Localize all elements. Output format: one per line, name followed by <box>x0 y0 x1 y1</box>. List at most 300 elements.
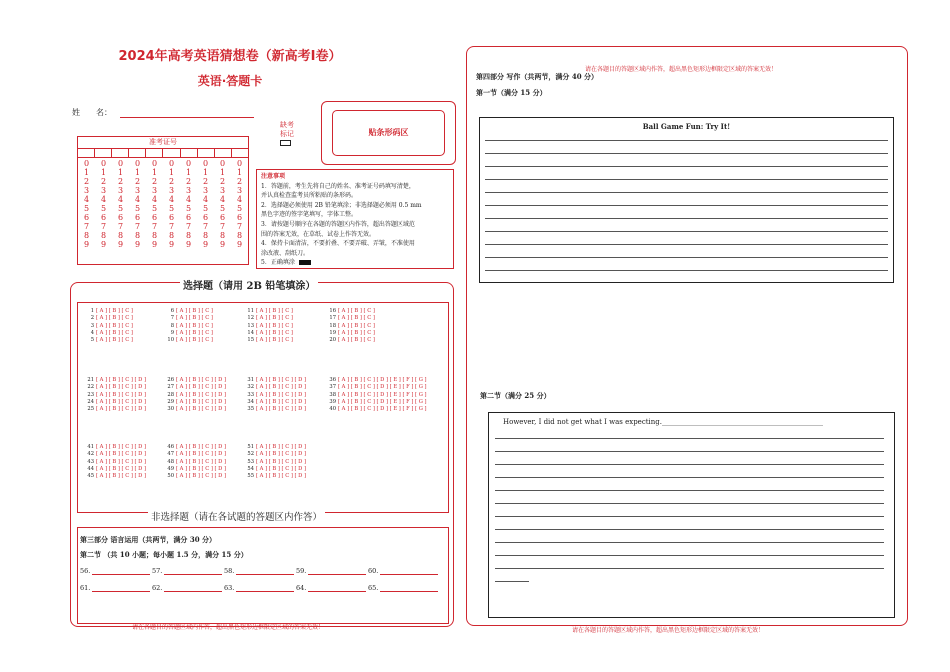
answer-options[interactable]: [ A ] [ B ] [ C ] [ D ] [ E ] [ F ] [ G ] <box>338 406 427 413</box>
ticket-digit[interactable]: 4 <box>185 195 192 204</box>
answer-options[interactable]: [ A ] [ B ] [ C ] [ D ] <box>256 473 307 480</box>
question-number: 40 <box>329 406 336 413</box>
answer-options[interactable]: [ A ] [ B ] [ C ] <box>338 337 375 344</box>
question-number: 18 <box>329 322 336 329</box>
writing-line[interactable] <box>495 438 884 439</box>
ticket-digit[interactable]: 9 <box>117 240 124 249</box>
writing-line[interactable] <box>485 179 888 180</box>
ticket-digit[interactable]: 6 <box>236 213 243 222</box>
answer-options[interactable]: [ A ] [ B ] [ C ] [ D ] <box>256 465 307 472</box>
essay1-box[interactable] <box>479 117 894 283</box>
answer-options[interactable]: [ A ] [ B ] [ C ] [ D ] <box>96 451 147 458</box>
writing-line[interactable] <box>485 192 888 193</box>
question-row[interactable] <box>164 330 213 337</box>
writing-line[interactable] <box>495 555 884 556</box>
writing-line[interactable] <box>495 477 884 478</box>
writing-line[interactable] <box>485 166 888 167</box>
ticket-digit[interactable]: 1 <box>202 168 209 177</box>
ticket-digit[interactable]: 9 <box>202 240 209 249</box>
question-row[interactable] <box>244 308 293 315</box>
ticket-digit[interactable]: 8 <box>236 231 243 240</box>
question-row[interactable] <box>326 323 375 330</box>
ticket-digit[interactable]: 3 <box>134 186 141 195</box>
answer-options[interactable]: [ A ] [ B ] [ C ] <box>256 308 293 314</box>
ticket-digit[interactable]: 8 <box>168 231 175 240</box>
answer-options[interactable]: [ A ] [ B ] [ C ] [ D ] <box>96 406 147 413</box>
question-number: 4 <box>90 329 94 336</box>
answer-options[interactable]: [ A ] [ B ] [ C ] [ D ] <box>176 406 227 413</box>
question-row[interactable] <box>84 473 146 480</box>
question-number: 22 <box>87 384 94 391</box>
ticket-digit[interactable]: 3 <box>83 186 90 195</box>
ticket-digit[interactable]: 6 <box>168 213 175 222</box>
ticket-digit[interactable]: 3 <box>100 186 107 195</box>
ticket-digit[interactable]: 7 <box>83 222 90 231</box>
ticket-digit[interactable]: 3 <box>151 186 158 195</box>
ticket-digit[interactable]: 1 <box>151 168 158 177</box>
notice-title: 注意事项 <box>261 173 286 180</box>
question-number: 44 <box>87 465 94 472</box>
boundary-warning: 请在各题目的答题区域内作答，超出黑色矩形边框限定区域的答案无效！ <box>132 624 325 631</box>
ticket-digit[interactable]: 5 <box>168 204 175 213</box>
ticket-digit[interactable]: 2 <box>185 177 192 186</box>
ticket-digit[interactable]: 6 <box>202 213 209 222</box>
blank-item[interactable]: 58. <box>224 567 296 575</box>
ticket-digit[interactable]: 8 <box>219 231 226 240</box>
question-row[interactable] <box>326 399 427 406</box>
ticket-digit[interactable]: 5 <box>134 204 141 213</box>
blank-item[interactable]: 60. <box>368 567 440 575</box>
ticket-digit[interactable]: 5 <box>185 204 192 213</box>
question-number: 39 <box>329 398 336 405</box>
ticket-digit[interactable]: 4 <box>202 195 209 204</box>
ticket-digit-column[interactable] <box>146 158 163 249</box>
ticket-digit[interactable]: 9 <box>83 240 90 249</box>
answer-options[interactable]: [ A ] [ B ] [ C ] [ D ] <box>176 444 227 450</box>
question-row[interactable] <box>244 451 306 458</box>
ticket-digit[interactable]: 2 <box>168 177 175 186</box>
question-number: 49 <box>167 465 174 472</box>
ticket-digit[interactable]: 8 <box>134 231 141 240</box>
card-title: 2024年高考英语猜想卷（新高考Ⅰ卷） <box>118 49 342 64</box>
answer-options[interactable]: [ A ] [ B ] [ C ] [ D ] <box>256 458 307 465</box>
question-row[interactable] <box>244 315 293 322</box>
answer-options[interactable]: [ A ] [ B ] [ C ] [ D ] <box>256 444 307 450</box>
ticket-digit[interactable]: 7 <box>219 222 226 231</box>
answer-options[interactable]: [ A ] [ B ] [ C ] <box>96 337 133 344</box>
answer-options[interactable]: [ A ] [ B ] [ C ] [ D ] <box>96 391 147 398</box>
question-number: 9 <box>170 329 174 336</box>
ticket-digit[interactable]: 8 <box>117 231 124 240</box>
writing-line[interactable] <box>485 153 888 154</box>
question-row[interactable] <box>244 466 306 473</box>
answer-options[interactable]: [ A ] [ B ] [ C ] [ D ] <box>256 384 307 391</box>
ticket-digit[interactable]: 4 <box>151 195 158 204</box>
ticket-digit-column[interactable] <box>95 158 112 249</box>
answer-options[interactable]: [ A ] [ B ] [ C ] [ D ] <box>96 465 147 472</box>
question-row[interactable] <box>84 444 146 451</box>
ticket-digit[interactable]: 1 <box>134 168 141 177</box>
question-row[interactable] <box>84 459 146 466</box>
ticket-digit[interactable]: 6 <box>100 213 107 222</box>
ticket-digit[interactable]: 5 <box>219 204 226 213</box>
ticket-digit[interactable]: 6 <box>134 213 141 222</box>
question-row[interactable] <box>164 451 226 458</box>
answer-options[interactable]: [ A ] [ B ] [ C ] <box>338 315 375 322</box>
ticket-digit[interactable]: 6 <box>151 213 158 222</box>
question-number: 42 <box>87 451 94 458</box>
absent-checkbox[interactable] <box>280 140 291 146</box>
answer-options[interactable]: [ A ] [ B ] [ C ] [ D ] [ E ] [ F ] [ G ] <box>338 391 427 398</box>
ticket-write-row[interactable] <box>78 149 248 158</box>
ticket-digit[interactable]: 9 <box>185 240 192 249</box>
writing-line[interactable] <box>495 542 884 543</box>
question-row[interactable] <box>244 337 293 344</box>
ticket-digit[interactable]: 7 <box>185 222 192 231</box>
ticket-digit[interactable]: 0 <box>168 159 175 168</box>
answer-options[interactable]: [ A ] [ B ] [ C ] <box>176 322 213 329</box>
ticket-digit[interactable]: 0 <box>236 159 243 168</box>
answer-options[interactable]: [ A ] [ B ] [ C ] <box>256 329 293 336</box>
answer-options[interactable]: [ A ] [ B ] [ C ] [ D ] <box>256 451 307 458</box>
blank-item[interactable]: 57. <box>152 567 224 575</box>
question-row[interactable] <box>326 330 375 337</box>
answer-options[interactable]: [ A ] [ B ] [ C ] [ D ] <box>256 391 307 398</box>
ticket-digit[interactable]: 2 <box>202 177 209 186</box>
question-row[interactable] <box>164 466 226 473</box>
ticket-digit-column[interactable] <box>129 158 146 249</box>
blank-item[interactable]: 59. <box>296 567 368 575</box>
question-row[interactable] <box>244 392 306 399</box>
ticket-digit[interactable]: 0 <box>151 159 158 168</box>
notice-item: 并认真检查监考员所粘贴的条形码。 <box>261 192 358 200</box>
ticket-digit[interactable]: 6 <box>117 213 124 222</box>
question-number: 36 <box>329 377 336 383</box>
part4-section2: 第二节（满分 25 分） <box>480 391 551 400</box>
question-row[interactable] <box>244 406 306 413</box>
ticket-digit[interactable]: 1 <box>185 168 192 177</box>
answer-options[interactable]: [ A ] [ B ] [ C ] [ D ] <box>176 465 227 472</box>
answer-options[interactable]: [ A ] [ B ] [ C ] <box>338 308 375 314</box>
question-row[interactable] <box>164 308 213 315</box>
ticket-digit[interactable]: 4 <box>134 195 141 204</box>
ticket-digit[interactable]: 4 <box>168 195 175 204</box>
question-group <box>84 308 133 344</box>
ticket-digit[interactable]: 7 <box>117 222 124 231</box>
answer-options[interactable]: [ A ] [ B ] [ C ] <box>176 337 213 344</box>
blank-item[interactable]: 61. <box>80 584 152 592</box>
writing-line[interactable] <box>495 516 884 517</box>
ticket-digit[interactable]: 7 <box>202 222 209 231</box>
question-row[interactable] <box>326 377 427 384</box>
ticket-digit[interactable]: 3 <box>202 186 209 195</box>
answer-options[interactable]: [ A ] [ B ] [ C ] [ D ] [ E ] [ F ] [ G ] <box>338 377 427 383</box>
question-row[interactable] <box>84 392 146 399</box>
writing-line[interactable] <box>485 231 888 232</box>
ticket-digit[interactable]: 1 <box>83 168 90 177</box>
answer-options[interactable]: [ A ] [ B ] [ C ] [ D ] <box>96 458 147 465</box>
answer-options[interactable]: [ A ] [ B ] [ C ] <box>338 322 375 329</box>
question-number: 30 <box>167 406 174 413</box>
ticket-digit[interactable]: 9 <box>219 240 226 249</box>
ticket-digit-column[interactable] <box>180 158 197 249</box>
absent-mark[interactable] <box>280 121 294 146</box>
ticket-digit[interactable]: 9 <box>168 240 175 249</box>
ticket-digit[interactable]: 1 <box>168 168 175 177</box>
question-row[interactable] <box>164 399 226 406</box>
ticket-digit[interactable]: 2 <box>151 177 158 186</box>
question-row[interactable] <box>244 473 306 480</box>
ticket-digit[interactable]: 2 <box>236 177 243 186</box>
writing-line[interactable] <box>495 503 884 504</box>
question-number: 23 <box>87 391 94 398</box>
answer-options[interactable]: [ A ] [ B ] [ C ] [ D ] <box>176 391 227 398</box>
answer-options[interactable]: [ A ] [ B ] [ C ] <box>96 308 133 314</box>
question-row[interactable] <box>326 406 427 413</box>
question-number: 29 <box>167 398 174 405</box>
question-row[interactable] <box>164 406 226 413</box>
ticket-digit[interactable]: 5 <box>236 204 243 213</box>
answer-options[interactable]: [ A ] [ B ] [ C ] [ D ] <box>96 444 147 450</box>
ticket-digit-column[interactable] <box>214 158 231 249</box>
ticket-digit[interactable]: 8 <box>83 231 90 240</box>
question-number: 34 <box>247 398 254 405</box>
question-row[interactable] <box>84 315 133 322</box>
ticket-digit[interactable]: 9 <box>151 240 158 249</box>
ticket-digit[interactable]: 6 <box>83 213 90 222</box>
ticket-digit[interactable]: 6 <box>185 213 192 222</box>
answer-options[interactable]: [ A ] [ B ] [ C ] <box>96 322 133 329</box>
question-row[interactable] <box>84 337 133 344</box>
ticket-digit[interactable]: 6 <box>219 213 226 222</box>
question-number: 12 <box>247 315 254 322</box>
ticket-digit[interactable]: 3 <box>117 186 124 195</box>
answer-options[interactable]: [ A ] [ B ] [ C ] [ D ] <box>176 377 227 383</box>
blank-item[interactable]: 63. <box>224 584 296 592</box>
notice-item: 1．答题前，考生先将自己的姓名、准考证号码填写清楚， <box>261 182 415 190</box>
ticket-digit-column[interactable] <box>112 158 129 249</box>
ticket-digit[interactable]: 2 <box>117 177 124 186</box>
ticket-digit[interactable]: 8 <box>202 231 209 240</box>
question-row[interactable] <box>84 323 133 330</box>
ticket-digit[interactable]: 3 <box>236 186 243 195</box>
ticket-digit[interactable]: 4 <box>100 195 107 204</box>
ticket-digit[interactable]: 7 <box>100 222 107 231</box>
ticket-digit[interactable]: 3 <box>185 186 192 195</box>
question-row[interactable] <box>84 308 133 315</box>
ticket-digit[interactable]: 2 <box>219 177 226 186</box>
part3-section2: 第二节 （共 10 小题；每小题 1.5 分，满分 15 分） <box>80 550 248 559</box>
ticket-digit[interactable]: 9 <box>100 240 107 249</box>
question-row[interactable] <box>244 459 306 466</box>
name-field[interactable] <box>72 107 254 118</box>
answer-options[interactable]: [ A ] [ B ] [ C ] [ D ] <box>176 384 227 391</box>
question-row[interactable] <box>326 308 375 315</box>
question-row[interactable] <box>326 337 375 344</box>
ticket-digit-column[interactable] <box>78 158 95 249</box>
answer-options[interactable]: [ A ] [ B ] [ C ] [ D ] <box>176 398 227 405</box>
writing-line[interactable] <box>495 529 884 530</box>
writing-line[interactable] <box>495 464 884 465</box>
ticket-digit[interactable]: 7 <box>134 222 141 231</box>
blank-item[interactable]: 65. <box>368 584 440 592</box>
ticket-digit[interactable]: 0 <box>185 159 192 168</box>
question-number: 25 <box>87 406 94 413</box>
question-number: 48 <box>167 458 174 465</box>
name-line[interactable] <box>120 108 254 118</box>
ticket-digit[interactable]: 0 <box>134 159 141 168</box>
answer-options[interactable]: [ A ] [ B ] [ C ] <box>96 329 133 336</box>
question-number: 16 <box>329 308 336 314</box>
essay2-prompt: However, I did not get what I was expecting.______________________________________________ <box>503 418 824 426</box>
writing-line[interactable] <box>495 581 529 582</box>
question-row[interactable] <box>244 444 306 451</box>
question-row[interactable] <box>244 399 306 406</box>
blank-item[interactable]: 62. <box>152 584 224 592</box>
ticket-digit[interactable]: 2 <box>100 177 107 186</box>
question-row[interactable] <box>84 451 146 458</box>
question-number: 14 <box>247 329 254 336</box>
ticket-digit-column[interactable] <box>163 158 180 249</box>
question-row[interactable] <box>244 384 306 391</box>
question-number: 47 <box>167 451 174 458</box>
ticket-digit-column[interactable] <box>231 158 248 249</box>
ticket-digit[interactable]: 4 <box>219 195 226 204</box>
writing-line[interactable] <box>495 568 884 569</box>
answer-options[interactable]: [ A ] [ B ] [ C ] [ D ] <box>176 458 227 465</box>
answer-options[interactable]: [ A ] [ B ] [ C ] [ D ] <box>256 398 307 405</box>
question-number: 55 <box>247 473 254 480</box>
question-row[interactable] <box>84 406 146 413</box>
ticket-digit[interactable]: 8 <box>100 231 107 240</box>
question-row[interactable] <box>326 392 427 399</box>
answer-options[interactable]: [ A ] [ B ] [ C ] <box>176 315 213 322</box>
ticket-digit[interactable]: 0 <box>202 159 209 168</box>
ticket-digit[interactable]: 3 <box>219 186 226 195</box>
answer-options[interactable]: [ A ] [ B ] [ C ] [ D ] <box>256 377 307 383</box>
ticket-digit[interactable]: 5 <box>83 204 90 213</box>
answer-options[interactable]: [ A ] [ B ] [ C ] <box>256 337 293 344</box>
answer-options[interactable]: [ A ] [ B ] [ C ] [ D ] <box>256 406 307 413</box>
ticket-digit[interactable]: 4 <box>117 195 124 204</box>
ticket-digit[interactable]: 1 <box>236 168 243 177</box>
answer-options[interactable]: [ A ] [ B ] [ C ] <box>256 322 293 329</box>
answer-options[interactable]: [ A ] [ B ] [ C ] <box>176 308 213 314</box>
ticket-digit[interactable]: 9 <box>134 240 141 249</box>
answer-options[interactable]: [ A ] [ B ] [ C ] [ D ] <box>96 473 147 480</box>
answer-options[interactable]: [ A ] [ B ] [ C ] [ D ] [ E ] [ F ] [ G ] <box>338 384 427 391</box>
question-row[interactable] <box>244 377 306 384</box>
ticket-digit[interactable]: 1 <box>100 168 107 177</box>
answer-options[interactable]: [ A ] [ B ] [ C ] [ D ] [ E ] [ F ] [ G ] <box>338 398 427 405</box>
question-row[interactable] <box>164 315 213 322</box>
ticket-digit-column[interactable] <box>197 158 214 249</box>
writing-line[interactable] <box>485 244 888 245</box>
question-row[interactable] <box>84 466 146 473</box>
ticket-digit[interactable]: 4 <box>236 195 243 204</box>
question-row[interactable] <box>244 323 293 330</box>
question-row[interactable] <box>326 315 375 322</box>
answer-options[interactable]: [ A ] [ B ] [ C ] [ D ] <box>96 384 147 391</box>
writing-line[interactable] <box>485 140 888 141</box>
question-row[interactable] <box>164 323 213 330</box>
question-row[interactable] <box>84 377 146 384</box>
answer-options[interactable]: [ A ] [ B ] [ C ] <box>96 315 133 322</box>
card-subtitle: 英语·答题卡 <box>197 74 263 88</box>
ticket-digit[interactable]: 2 <box>134 177 141 186</box>
ticket-digit[interactable]: 7 <box>236 222 243 231</box>
answer-options[interactable]: [ A ] [ B ] [ C ] [ D ] <box>96 398 147 405</box>
answer-options[interactable]: [ A ] [ B ] [ C ] [ D ] <box>96 377 147 383</box>
writing-line[interactable] <box>485 257 888 258</box>
question-row[interactable] <box>84 399 146 406</box>
question-row[interactable] <box>84 330 133 337</box>
part4-heading: 第四部分 写作（共两节，满分 40 分） <box>476 72 599 81</box>
ticket-digit[interactable]: 5 <box>117 204 124 213</box>
ticket-digit[interactable]: 7 <box>168 222 175 231</box>
question-row[interactable] <box>164 459 226 466</box>
name-label: 姓 名： <box>72 108 112 117</box>
choice-answer-area <box>77 302 449 513</box>
blank-item[interactable]: 64. <box>296 584 368 592</box>
ticket-digit-columns[interactable] <box>78 158 248 249</box>
question-row[interactable] <box>164 377 226 384</box>
question-row[interactable] <box>164 473 226 480</box>
question-row[interactable] <box>164 337 213 344</box>
ticket-digit[interactable]: 5 <box>151 204 158 213</box>
ticket-digit[interactable]: 0 <box>117 159 124 168</box>
ticket-digit[interactable]: 1 <box>219 168 226 177</box>
notice-box <box>256 169 454 269</box>
answer-options[interactable]: [ A ] [ B ] [ C ] <box>256 315 293 322</box>
answer-options[interactable]: [ A ] [ B ] [ C ] <box>176 329 213 336</box>
ticket-digit[interactable]: 8 <box>151 231 158 240</box>
writing-line[interactable] <box>495 451 884 452</box>
ticket-digit[interactable]: 5 <box>202 204 209 213</box>
ticket-digit[interactable]: 9 <box>236 240 243 249</box>
ticket-digit[interactable]: 0 <box>100 159 107 168</box>
writing-line[interactable] <box>485 205 888 206</box>
ticket-digit[interactable]: 7 <box>151 222 158 231</box>
blank-item[interactable]: 56. <box>80 567 152 575</box>
ticket-digit[interactable]: 8 <box>185 231 192 240</box>
question-row[interactable] <box>84 384 146 391</box>
question-row[interactable] <box>244 330 293 337</box>
writing-line[interactable] <box>495 490 884 491</box>
question-number: 27 <box>167 384 174 391</box>
question-row[interactable] <box>164 392 226 399</box>
ticket-digit[interactable]: 0 <box>219 159 226 168</box>
question-row[interactable] <box>326 384 427 391</box>
question-number: 1 <box>90 308 94 314</box>
answer-options[interactable]: [ A ] [ B ] [ C ] <box>338 329 375 336</box>
ticket-digit[interactable]: 5 <box>100 204 107 213</box>
ticket-digit[interactable]: 1 <box>117 168 124 177</box>
ticket-digit[interactable]: 2 <box>83 177 90 186</box>
ticket-digit[interactable]: 4 <box>83 195 90 204</box>
ticket-number-grid <box>77 136 249 265</box>
question-group <box>164 444 226 480</box>
ticket-digit[interactable]: 3 <box>168 186 175 195</box>
writing-line[interactable] <box>485 218 888 219</box>
question-row[interactable] <box>164 384 226 391</box>
writing-line[interactable] <box>485 270 888 271</box>
question-row[interactable] <box>164 444 226 451</box>
essay2-box[interactable] <box>488 412 895 618</box>
answer-options[interactable]: [ A ] [ B ] [ C ] [ D ] <box>176 451 227 458</box>
ticket-digit[interactable]: 0 <box>83 159 90 168</box>
answer-options[interactable]: [ A ] [ B ] [ C ] [ D ] <box>176 473 227 480</box>
